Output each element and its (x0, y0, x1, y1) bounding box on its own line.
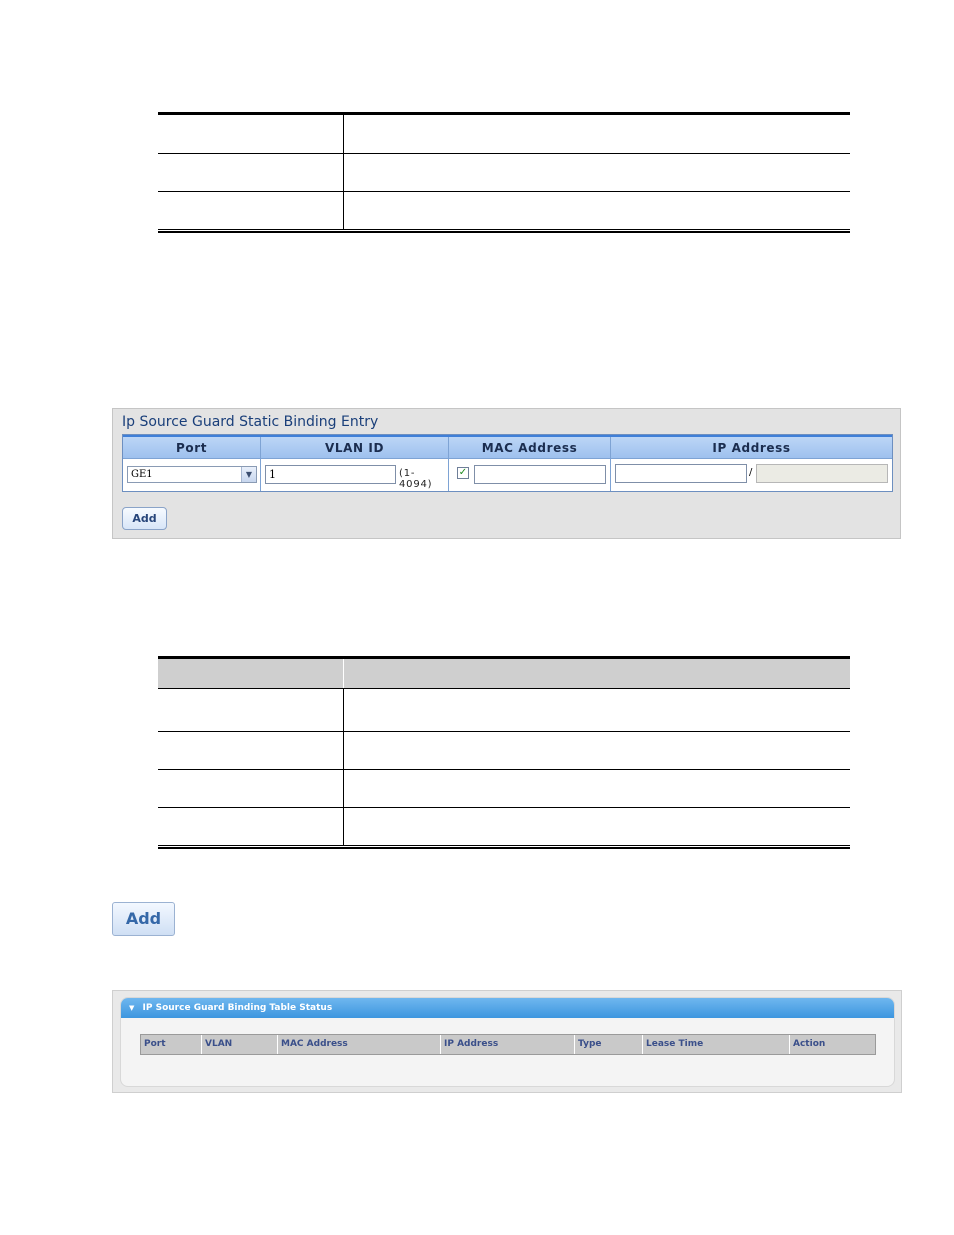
static-binding-panel (112, 408, 901, 539)
table-rule (158, 846, 850, 849)
vlan-id-input[interactable]: 1 (265, 465, 396, 484)
doc-table-top (158, 112, 850, 233)
mac-address-input[interactable] (474, 465, 606, 484)
ip-separator: / (749, 467, 753, 478)
grid-header (123, 435, 892, 459)
binding-status-header (140, 1034, 876, 1055)
mac-enable-checkbox[interactable]: ✓ (458, 467, 468, 478)
column-vlan-id: VLAN ID (261, 437, 449, 458)
binding-status-titlebar[interactable] (121, 998, 894, 1018)
binding-status-panel (112, 990, 902, 1093)
column-port: Port (141, 1035, 202, 1054)
grid-input-row (123, 459, 892, 491)
port-select-value: GE1 (131, 469, 153, 480)
table-row (158, 192, 850, 230)
column-port: Port (123, 437, 261, 458)
ip-mask-input[interactable] (756, 464, 888, 483)
vlan-range-hint: (1-4094) (399, 468, 433, 490)
column-lease-time: Lease Time (643, 1035, 790, 1054)
add-button-large[interactable]: Add (112, 902, 175, 936)
ip-address-input[interactable] (615, 464, 747, 483)
table-row (158, 689, 850, 732)
chevron-down-icon[interactable]: ▼ (241, 467, 256, 482)
column-ip-address: IP Address (712, 441, 791, 455)
collapse-triangle-icon[interactable]: ▼ (129, 1004, 135, 1012)
column-mac-address: MAC Address (449, 437, 611, 458)
static-binding-grid (122, 434, 893, 492)
table-row (158, 770, 850, 808)
table-row (158, 154, 850, 192)
table-row (158, 115, 850, 154)
doc-table-bottom (158, 656, 850, 849)
column-type: Type (575, 1035, 643, 1054)
column-mac-address: MAC Address (278, 1035, 441, 1054)
binding-status-title: IP Source Guard Binding Table Status (142, 1003, 333, 1013)
table-rule (158, 230, 850, 233)
table-row (158, 808, 850, 846)
add-button[interactable]: Add (122, 507, 167, 530)
column-vlan: VLAN (202, 1035, 278, 1054)
table-row (158, 732, 850, 770)
panel-title: Ip Source Guard Static Binding Entry (122, 414, 379, 430)
port-select[interactable] (127, 466, 257, 483)
table-header-row (158, 659, 850, 689)
column-action: Action (793, 1039, 826, 1049)
column-ip-address: IP Address (441, 1035, 575, 1054)
